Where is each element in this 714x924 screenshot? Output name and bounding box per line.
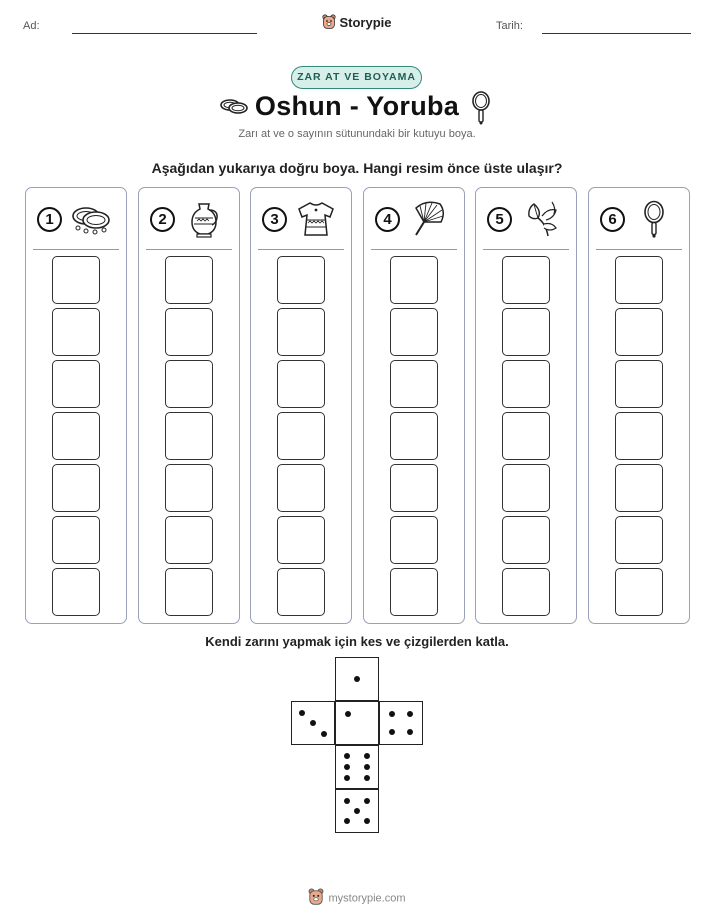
- pip: [299, 710, 305, 716]
- fan-icon: [408, 200, 450, 238]
- column-5: [475, 187, 577, 624]
- coloring-cell[interactable]: [165, 360, 213, 408]
- die-face-1: [335, 657, 379, 701]
- coloring-cell[interactable]: [277, 464, 325, 512]
- hand-mirror-icon: [470, 91, 492, 130]
- coloring-cell[interactable]: [390, 464, 438, 512]
- pip: [364, 775, 370, 781]
- coloring-cell[interactable]: [615, 308, 663, 356]
- coloring-cell[interactable]: [52, 412, 100, 460]
- pip: [344, 798, 350, 804]
- page-title: Oshun - Yoruba: [254, 91, 460, 121]
- coloring-cell[interactable]: [502, 568, 550, 616]
- coloring-cell[interactable]: [277, 256, 325, 304]
- coloring-cell[interactable]: [52, 516, 100, 564]
- column-divider: [258, 249, 344, 250]
- flower-icon: [520, 200, 562, 238]
- pip: [344, 818, 350, 824]
- coloring-cell[interactable]: [615, 568, 663, 616]
- pip: [407, 711, 413, 717]
- name-label: Ad:: [23, 20, 40, 32]
- column-1: [25, 187, 127, 624]
- coloring-cell[interactable]: [502, 516, 550, 564]
- activity-badge: ZAR AT VE BOYAMA: [291, 66, 422, 89]
- footer: [0, 888, 714, 909]
- coloring-cell[interactable]: [52, 568, 100, 616]
- coloring-cell[interactable]: [390, 308, 438, 356]
- pip: [344, 753, 350, 759]
- coloring-cell[interactable]: [615, 412, 663, 460]
- date-label: Tarih:: [496, 20, 523, 32]
- coloring-cell[interactable]: [165, 256, 213, 304]
- coloring-cell[interactable]: [502, 256, 550, 304]
- coloring-cell[interactable]: [615, 256, 663, 304]
- footer-url[interactable]: mystorypie.com: [328, 892, 406, 905]
- dice-instruction: Kendi zarını yapmak için kes ve çizgilerden katla.: [205, 634, 509, 649]
- coloring-cell[interactable]: [52, 308, 100, 356]
- pip: [321, 731, 327, 737]
- column-number: 4: [375, 207, 400, 232]
- coloring-cell[interactable]: [615, 464, 663, 512]
- pip: [354, 676, 360, 682]
- bracelets-icon: [70, 200, 112, 238]
- coloring-cell[interactable]: [165, 308, 213, 356]
- coloring-cell[interactable]: [277, 412, 325, 460]
- die-face-6: [335, 745, 379, 789]
- coloring-cell[interactable]: [502, 360, 550, 408]
- column-6: [588, 187, 690, 624]
- column-number: 5: [487, 207, 512, 232]
- column-divider: [33, 249, 119, 250]
- pip: [344, 775, 350, 781]
- die-face-2: [379, 701, 423, 745]
- bear-logo-icon: [308, 888, 324, 909]
- pip: [364, 764, 370, 770]
- brand-name: Storypie: [339, 14, 392, 30]
- column-number: 3: [262, 207, 287, 232]
- coloring-cell[interactable]: [390, 568, 438, 616]
- die-face-3: [291, 701, 335, 745]
- coloring-cell[interactable]: [277, 360, 325, 408]
- column-number: 1: [37, 207, 62, 232]
- column-divider: [146, 249, 232, 250]
- coloring-cell[interactable]: [502, 464, 550, 512]
- coloring-cell[interactable]: [615, 516, 663, 564]
- column-number: 6: [600, 207, 625, 232]
- column-divider: [371, 249, 457, 250]
- coloring-cell[interactable]: [277, 516, 325, 564]
- pip: [389, 729, 395, 735]
- name-line: [72, 33, 257, 34]
- column-number: 2: [150, 207, 175, 232]
- pip: [407, 729, 413, 735]
- dress-icon: [295, 200, 337, 238]
- coloring-cell[interactable]: [165, 464, 213, 512]
- die-face-5: [335, 789, 379, 833]
- date-line: [542, 33, 691, 34]
- pip: [344, 764, 350, 770]
- column-3: [250, 187, 352, 624]
- bear-logo-icon: [322, 14, 336, 33]
- coloring-cell[interactable]: [52, 360, 100, 408]
- pip: [354, 808, 360, 814]
- pip: [364, 753, 370, 759]
- coloring-cell[interactable]: [165, 412, 213, 460]
- coloring-cell[interactable]: [52, 464, 100, 512]
- coloring-cell[interactable]: [165, 568, 213, 616]
- jug-icon: [183, 200, 225, 238]
- coloring-instruction: Aşağıdan yukarıya doğru boya. Hangi resim önce üste ulaşır?: [151, 160, 563, 176]
- coloring-cell[interactable]: [277, 568, 325, 616]
- coloring-cell[interactable]: [52, 256, 100, 304]
- coloring-cell[interactable]: [165, 516, 213, 564]
- pip: [345, 711, 351, 717]
- column-divider: [596, 249, 682, 250]
- coloring-cell[interactable]: [390, 412, 438, 460]
- column-2: [138, 187, 240, 624]
- pip: [310, 720, 316, 726]
- coloring-cell[interactable]: [615, 360, 663, 408]
- pip: [364, 818, 370, 824]
- pip: [389, 711, 395, 717]
- brand-logo: [0, 14, 714, 33]
- page-subtitle: Zarı at ve o sayının sütunundaki bir kutuyu boya.: [238, 128, 476, 140]
- die-face-1: [335, 701, 379, 745]
- coloring-cell[interactable]: [502, 412, 550, 460]
- pip: [364, 798, 370, 804]
- coloring-cell[interactable]: [277, 308, 325, 356]
- column-divider: [483, 249, 569, 250]
- column-4: [363, 187, 465, 624]
- coloring-cell[interactable]: [390, 256, 438, 304]
- hand-mirror-icon: [633, 200, 675, 238]
- coloring-cell[interactable]: [390, 360, 438, 408]
- coloring-cell[interactable]: [502, 308, 550, 356]
- coloring-cell[interactable]: [390, 516, 438, 564]
